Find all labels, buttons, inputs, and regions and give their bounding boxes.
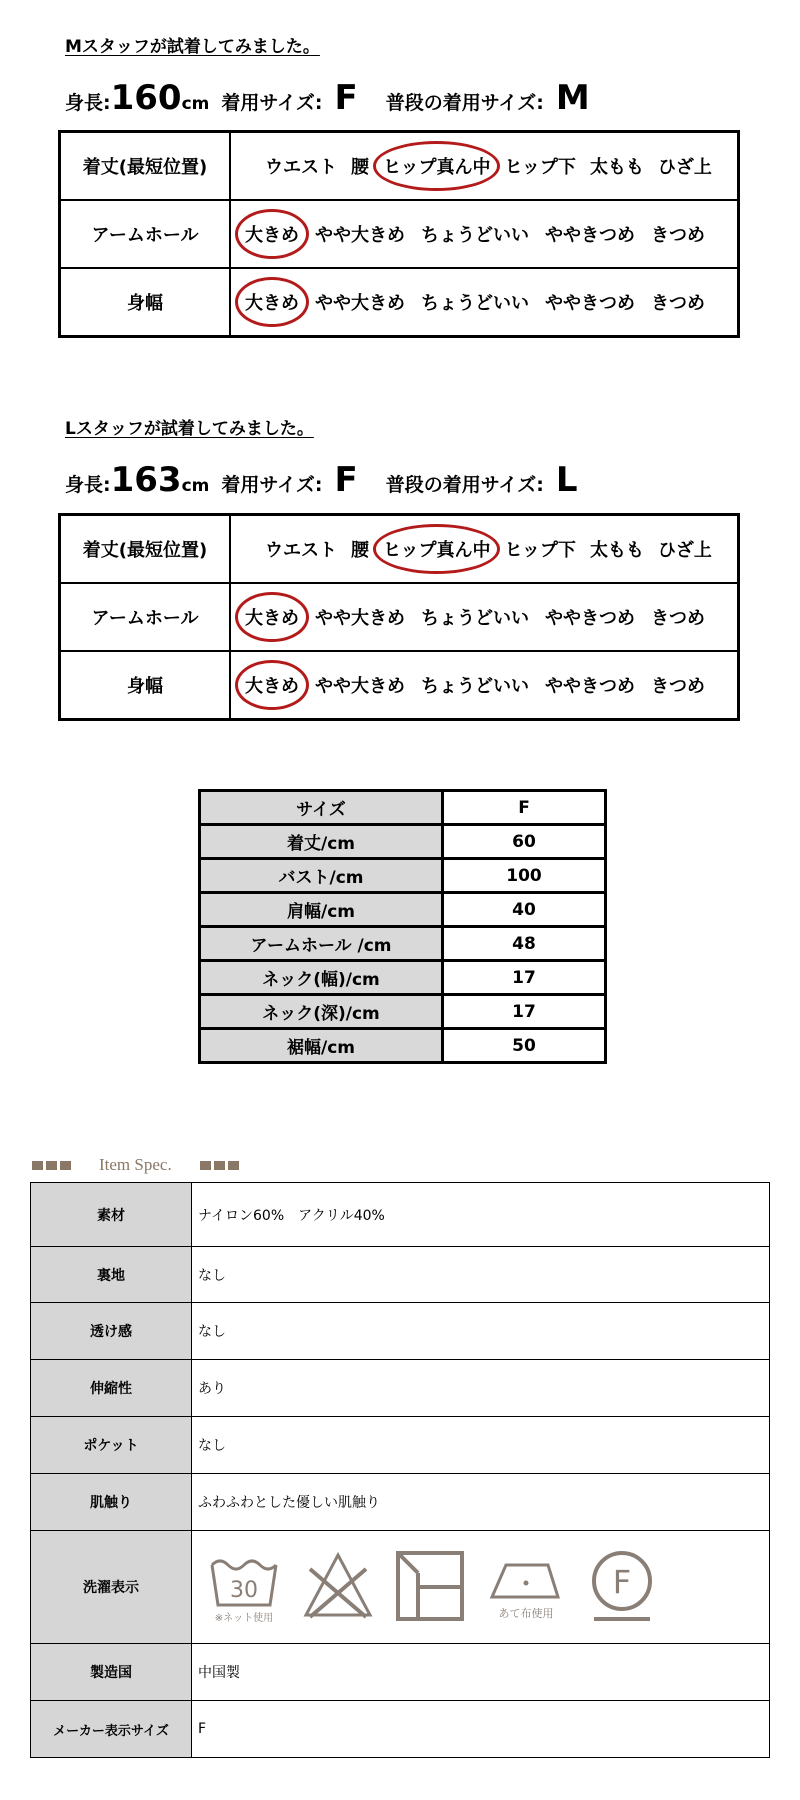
- fit-option: ヒップ下: [504, 540, 576, 561]
- size-key: 肩幅/cm: [200, 893, 443, 927]
- size-value: 50: [443, 1029, 606, 1063]
- size-header-label: サイズ: [200, 791, 443, 825]
- l-worn-label: 着用サイズ:: [221, 474, 323, 496]
- table-row: [60, 651, 739, 720]
- fit-option: 腰: [351, 540, 369, 561]
- fit-options: [231, 584, 737, 650]
- l-section-title: Lスタッフが試着してみました。: [65, 419, 314, 439]
- l-worn-value: F: [334, 460, 358, 500]
- fit-option: やや大きめ: [315, 225, 405, 246]
- dry-letter-text: F: [612, 1563, 632, 1601]
- fit-option: やや大きめ: [315, 608, 405, 629]
- spec-value: ふわふわとした優しい肌触り: [192, 1474, 770, 1531]
- fit-options: [231, 269, 737, 335]
- no-bleach-icon: [302, 1547, 374, 1627]
- dry-clean-f-icon: [586, 1547, 658, 1627]
- fit-option: きつめ: [651, 676, 705, 697]
- fit-row-label: 身幅: [60, 268, 231, 337]
- fit-row-label: アームホール: [60, 583, 231, 651]
- size-key: アームホール /cm: [200, 927, 443, 961]
- iron-with-cloth-icon: [486, 1547, 566, 1627]
- table-row: [31, 1474, 770, 1531]
- table-row: [200, 859, 606, 893]
- decorative-squares-right: [200, 1161, 239, 1170]
- wash-temp-text: 30: [230, 1578, 258, 1603]
- spec-value: F: [192, 1701, 770, 1758]
- l-height-label: 身長:: [65, 474, 111, 496]
- fit-options: [231, 133, 737, 199]
- table-row: [60, 200, 739, 268]
- m-worn-label: 着用サイズ:: [221, 92, 323, 114]
- m-usual-value: M: [555, 78, 590, 118]
- care-labels: [192, 1531, 770, 1644]
- fit-option: やや大きめ: [315, 293, 405, 314]
- l-height-unit: cm: [181, 476, 210, 496]
- m-height-label: 身長:: [65, 92, 111, 114]
- table-row: [200, 961, 606, 995]
- size-header-value: F: [443, 791, 606, 825]
- table-row: [60, 132, 739, 201]
- fit-option-selected: ヒップ真ん中: [383, 153, 490, 179]
- fit-option: ややきつめ: [545, 293, 635, 314]
- fit-option: ややきつめ: [545, 676, 635, 697]
- spec-value: なし: [192, 1303, 770, 1360]
- size-value: 40: [443, 893, 606, 927]
- spec-title: Item Spec.: [99, 1155, 172, 1174]
- fit-options: [231, 652, 737, 718]
- fit-option: ややきつめ: [545, 608, 635, 629]
- table-row: [60, 268, 739, 337]
- fit-option: 太もも: [589, 540, 644, 561]
- fit-option: ウエスト: [265, 157, 337, 178]
- fit-row-label: 着丈(最短位置): [60, 515, 231, 584]
- spec-key: 伸縮性: [31, 1360, 192, 1417]
- fit-option-selected: 大きめ: [245, 221, 299, 247]
- spec-key: メーカー表示サイズ: [31, 1701, 192, 1758]
- spec-value: ナイロン60% アクリル40%: [192, 1183, 770, 1247]
- table-row: [31, 1701, 770, 1758]
- table-row: [31, 1531, 770, 1644]
- fit-option: きつめ: [651, 293, 705, 314]
- size-key: ネック(幅)/cm: [200, 961, 443, 995]
- size-key: バスト/cm: [200, 859, 443, 893]
- spec-key: 製造国: [31, 1644, 192, 1701]
- table-row: [200, 825, 606, 859]
- table-row: [200, 893, 606, 927]
- spec-key: 透け感: [31, 1303, 192, 1360]
- fit-option: きつめ: [651, 225, 705, 246]
- fit-row-label: 身幅: [60, 651, 231, 720]
- size-value: 60: [443, 825, 606, 859]
- table-row: [31, 1644, 770, 1701]
- spec-table: [30, 1182, 770, 1758]
- fit-option: ちょうどいい: [421, 608, 529, 629]
- fit-option-selected: 大きめ: [245, 289, 299, 315]
- size-header-row: [200, 791, 606, 825]
- spec-value: なし: [192, 1247, 770, 1303]
- fit-options: [231, 201, 737, 267]
- fit-option-selected: 大きめ: [245, 672, 299, 698]
- l-stats: [65, 460, 577, 500]
- spec-header: [32, 1155, 239, 1175]
- spec-key: 素材: [31, 1183, 192, 1247]
- l-usual-value: L: [555, 460, 578, 500]
- size-value: 17: [443, 995, 606, 1029]
- fit-options: [231, 516, 737, 582]
- spec-key: ポケット: [31, 1417, 192, 1474]
- fit-option: ウエスト: [265, 540, 337, 561]
- size-key: 裾幅/cm: [200, 1029, 443, 1063]
- l-fit-table: [58, 513, 740, 721]
- fit-option-selected: 大きめ: [245, 604, 299, 630]
- m-height-value: 160: [110, 78, 182, 118]
- l-height-value: 163: [110, 460, 182, 500]
- table-row: [60, 583, 739, 651]
- spec-value: なし: [192, 1417, 770, 1474]
- fit-option: 腰: [351, 157, 369, 178]
- l-usual-label: 普段の着用サイズ:: [385, 474, 544, 496]
- fit-option: ややきつめ: [545, 225, 635, 246]
- spec-key: 裏地: [31, 1247, 192, 1303]
- fit-option: ヒップ下: [504, 157, 576, 178]
- wash-note-text: ※ネット使用: [214, 1613, 274, 1624]
- iron-note-text: あて布使用: [498, 1607, 554, 1620]
- spec-key: 洗濯表示: [31, 1531, 192, 1644]
- fit-option: ひざ上: [657, 540, 712, 561]
- fit-option: ちょうどいい: [421, 676, 529, 697]
- spec-value: 中国製: [192, 1644, 770, 1701]
- size-table: [198, 789, 607, 1064]
- fit-option: 太もも: [589, 157, 644, 178]
- size-value: 100: [443, 859, 606, 893]
- size-value: 17: [443, 961, 606, 995]
- fit-option-selected: ヒップ真ん中: [383, 536, 490, 562]
- fit-option: ちょうどいい: [421, 225, 529, 246]
- m-fit-table: [58, 130, 740, 338]
- m-height-unit: cm: [181, 94, 210, 114]
- table-row: [200, 1029, 606, 1063]
- table-row: [31, 1303, 770, 1360]
- wash-30-net-icon: [206, 1547, 282, 1627]
- fit-row-label: 着丈(最短位置): [60, 132, 231, 201]
- size-key: 着丈/cm: [200, 825, 443, 859]
- table-row: [31, 1247, 770, 1303]
- decorative-squares-left: [32, 1161, 71, 1170]
- m-worn-value: F: [334, 78, 358, 118]
- table-row: [31, 1360, 770, 1417]
- fit-row-label: アームホール: [60, 200, 231, 268]
- m-section-title: Mスタッフが試着してみました。: [65, 37, 320, 57]
- table-row: [200, 995, 606, 1029]
- table-row: [31, 1183, 770, 1247]
- fit-option: ひざ上: [657, 157, 712, 178]
- m-usual-label: 普段の着用サイズ:: [385, 92, 544, 114]
- table-row: [200, 927, 606, 961]
- table-row: [60, 515, 739, 584]
- table-row: [31, 1417, 770, 1474]
- m-stats: [65, 78, 590, 118]
- spec-value: あり: [192, 1360, 770, 1417]
- size-value: 48: [443, 927, 606, 961]
- fit-option: やや大きめ: [315, 676, 405, 697]
- fit-option: きつめ: [651, 608, 705, 629]
- spec-key: 肌触り: [31, 1474, 192, 1531]
- shade-dry-icon: [394, 1547, 466, 1627]
- fit-option: ちょうどいい: [421, 293, 529, 314]
- size-key: ネック(深)/cm: [200, 995, 443, 1029]
